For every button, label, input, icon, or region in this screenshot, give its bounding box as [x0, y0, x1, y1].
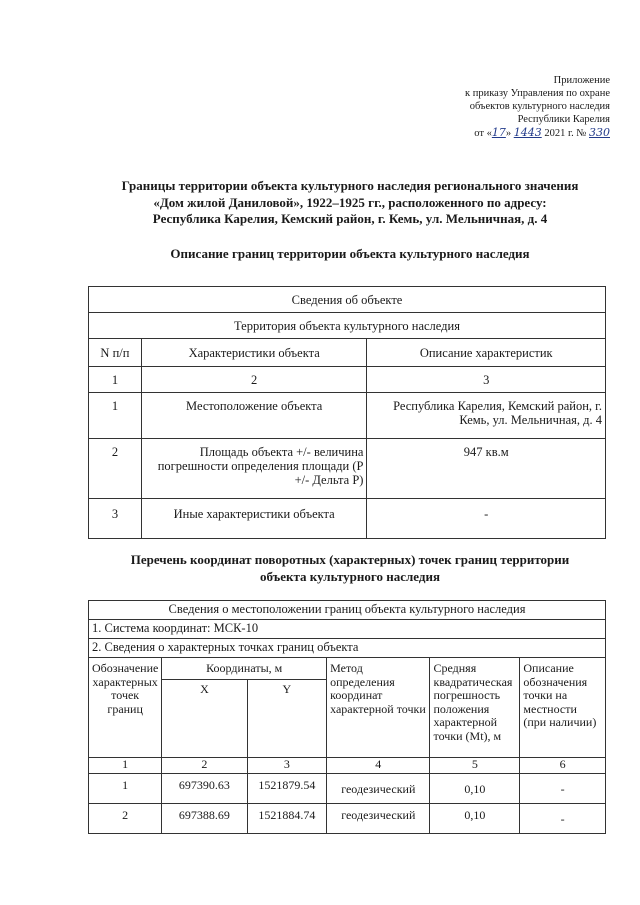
title-line: Перечень координат поворотных (характерных) точек границ территории [130, 552, 570, 567]
document-title [80, 178, 620, 228]
col-coords: Координаты, м [162, 658, 327, 680]
col-number: 2 [141, 367, 367, 393]
point-x: 697390.63 [162, 774, 247, 804]
row-value: - [367, 499, 606, 539]
table1-subheader: Территория объекта культурного наследия [89, 313, 606, 339]
point-error: 0,10 [430, 774, 520, 804]
coordinate-system: 1. Система координат: МСК-10 [89, 620, 606, 639]
coordinates-table [88, 600, 606, 834]
row-name: Местоположение объекта [141, 393, 367, 439]
point-id: 2 [89, 804, 162, 834]
col-method: Метод определения координат характерной точки [327, 658, 430, 758]
point-x: 697388.69 [162, 804, 247, 834]
table-row [89, 774, 606, 804]
handwritten-number: 330 [589, 126, 610, 139]
row-name: Иные характеристики объекта [141, 499, 367, 539]
col-desc: Описание обозначения точки на местности (при наличии) [520, 658, 606, 758]
handwritten-month: 1443 [513, 126, 542, 139]
appendix-line: Приложение [553, 75, 610, 86]
col-number: 4 [327, 758, 430, 774]
row-number: 1 [89, 393, 142, 439]
col-error: Средняя квадратическая погрешность положения характерной точки (Mt), м [430, 658, 520, 758]
appendix-block [360, 74, 610, 140]
col-number: 5 [430, 758, 520, 774]
title-line: «Дом жилой Даниловой», 1922–1925 гг., расположенного по адресу: [153, 194, 547, 210]
point-method: геодезический [327, 804, 430, 834]
section2-title [80, 552, 620, 585]
object-info-table [88, 286, 606, 539]
col-number: 3 [247, 758, 327, 774]
col-designation: Обозначение характерных точек границ [89, 658, 162, 758]
point-y: 1521879.54 [247, 774, 327, 804]
points-header: 2. Сведения о характерных точках границ объекта [89, 639, 606, 658]
row-value: 947 кв.м [367, 439, 606, 499]
handwritten-day: 17 [491, 126, 506, 139]
table-row [89, 439, 606, 499]
table1-header: Сведения об объекте [89, 287, 606, 313]
date-year: 2021 г. № [544, 128, 587, 139]
point-desc: - [520, 774, 606, 804]
point-error: 0,10 [430, 804, 520, 834]
appendix-line: к приказу Управления по охране [465, 88, 610, 99]
table-row [89, 499, 606, 539]
title-line: Республика Карелия, Кемский район, г. Кемь, ул. Мельничная, д. 4 [152, 211, 548, 226]
table2-header: Сведения о местоположении границ объекта культурного наследия [89, 601, 606, 620]
row-value: Республика Карелия, Кемский район, г. Кемь, ул. Мельничная, д. 4 [367, 393, 606, 439]
col-x: X [162, 680, 247, 758]
title-line: Границы территории объекта культурного наследия регионального значения [121, 178, 579, 193]
point-desc: - [520, 804, 606, 834]
appendix-date-line [360, 126, 610, 140]
col-number: 1 [89, 758, 162, 774]
appendix-line: объектов культурного наследия [469, 101, 610, 112]
date-prefix: от « [474, 128, 492, 139]
row-number: 3 [89, 499, 142, 539]
point-method: геодезический [327, 774, 430, 804]
row-name: Площадь объекта +/- величина погрешности определения площади (P +/- Дельта P) [141, 439, 367, 499]
table-row [89, 393, 606, 439]
col-number: 3 [367, 367, 606, 393]
point-id: 1 [89, 774, 162, 804]
col-number: 2 [162, 758, 247, 774]
col-number: 1 [89, 367, 142, 393]
point-y: 1521884.74 [247, 804, 327, 834]
col-header: Описание характеристик [367, 339, 606, 367]
row-number: 2 [89, 439, 142, 499]
table-row [89, 804, 606, 834]
col-y: Y [247, 680, 327, 758]
section1-title: Описание границ территории объекта культурного наследия [170, 246, 530, 261]
date-mid: » [505, 128, 512, 139]
col-header: Характеристики объекта [141, 339, 367, 367]
appendix-line: Республики Карелия [517, 114, 610, 125]
col-header: N п/п [89, 339, 142, 367]
title-line: объекта культурного наследия [260, 568, 440, 584]
col-number: 6 [520, 758, 606, 774]
